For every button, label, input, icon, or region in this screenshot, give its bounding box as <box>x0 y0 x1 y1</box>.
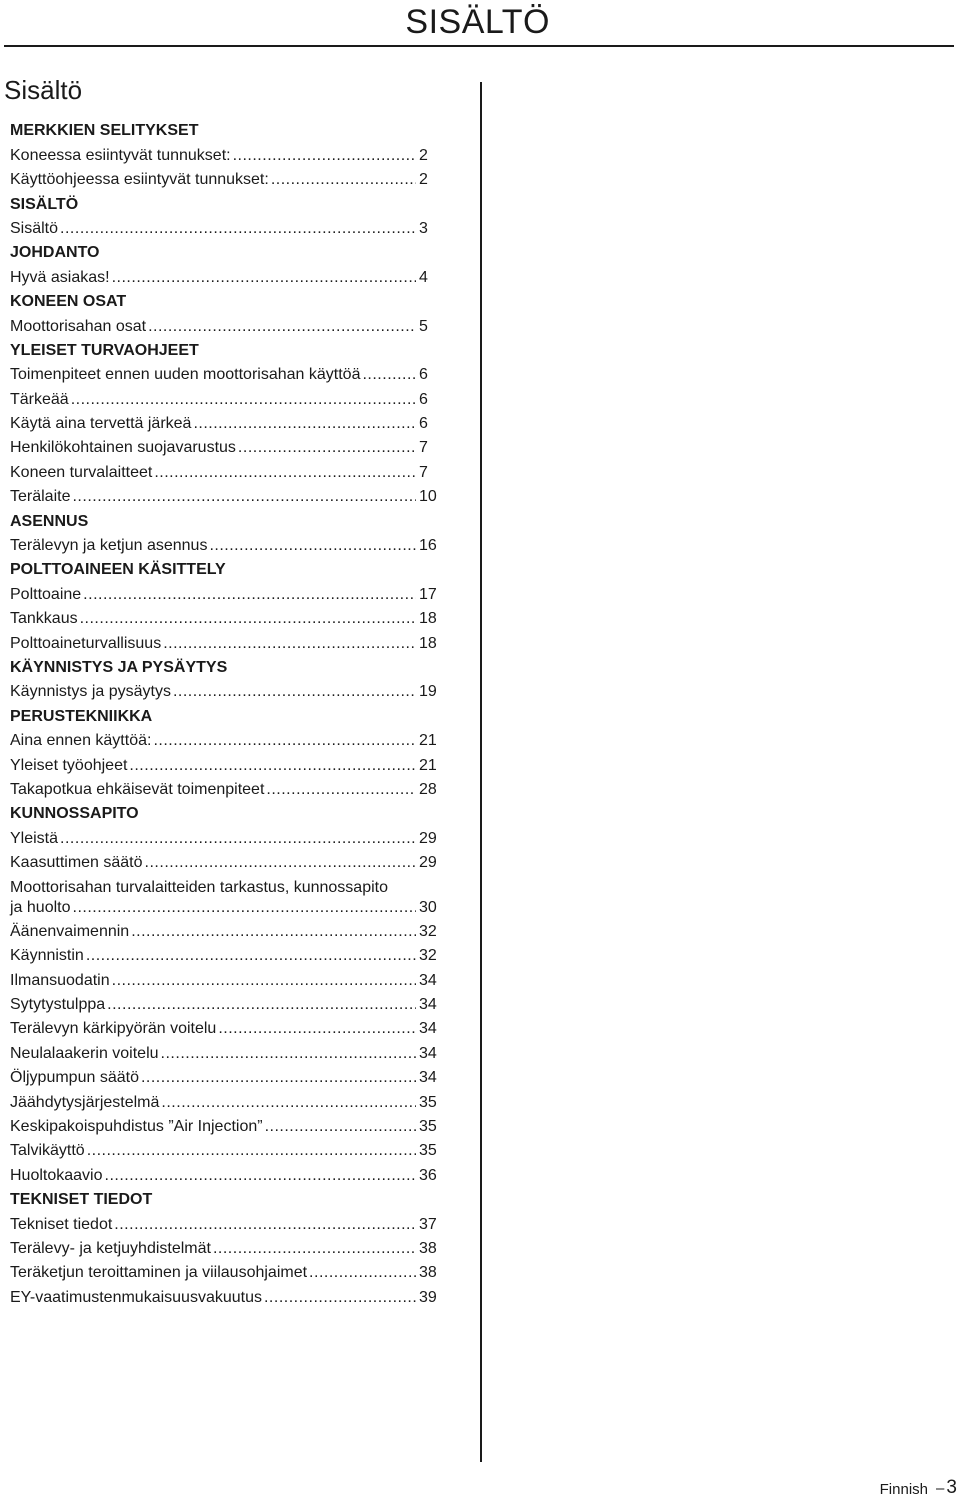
toc-entry[interactable] <box>10 458 455 482</box>
footer-separator: – <box>936 1480 945 1497</box>
column-divider <box>480 82 482 1462</box>
toc-section-label: SISÄLTÖ <box>10 195 79 213</box>
toc-entry[interactable] <box>10 678 455 702</box>
toc-entry[interactable] <box>10 776 455 800</box>
toc-entry[interactable] <box>10 1259 455 1283</box>
toc-entry-label: Terälaite <box>10 488 71 506</box>
toc-entry-label: Koneessa esiintyvät tunnukset: <box>10 146 231 164</box>
toc-dot-leader <box>159 1093 416 1113</box>
toc-entry[interactable] <box>10 1210 455 1234</box>
toc-section-heading <box>10 288 455 312</box>
toc-entry-label: Sisältö <box>10 219 59 237</box>
toc-page-number: 37 <box>419 1215 437 1233</box>
toc-entry[interactable] <box>10 1113 455 1137</box>
toc-dot-leader <box>216 1019 416 1039</box>
toc-page-number: 30 <box>419 898 437 916</box>
toc-entry-label: Käynnistys ja pysäytys <box>10 683 171 701</box>
toc-dot-leader <box>159 1044 416 1064</box>
toc-entry[interactable] <box>10 942 455 966</box>
toc-entry[interactable] <box>10 873 455 897</box>
toc-entry-label: Henkilökohtainen suojavarustus <box>10 439 236 457</box>
toc-entry[interactable] <box>10 1235 455 1259</box>
toc-section-label: ASENNUS <box>10 512 89 530</box>
toc-entry-label: Tärkeää <box>10 390 69 408</box>
toc-dot-leader <box>236 438 416 458</box>
toc-page-number: 28 <box>419 780 437 798</box>
toc-page-number: 6 <box>419 390 428 408</box>
toc-entry-label: Keskipakoispuhdistus ”Air Injection” <box>10 1118 263 1136</box>
toc-page-number: 38 <box>419 1239 437 1257</box>
toc-section-heading <box>10 117 455 141</box>
toc-entry-label: Polttoaineturvallisuus <box>10 634 162 652</box>
toc-entry[interactable] <box>10 605 455 629</box>
toc-section-label: POLTTOAINEEN KÄSITTELY <box>10 561 226 579</box>
toc-entry-label: Sytytystulppa <box>10 996 106 1014</box>
toc-entry[interactable] <box>10 166 455 190</box>
toc-section-heading <box>10 556 455 580</box>
toc-section-heading <box>10 702 455 726</box>
toc-page-number: 34 <box>419 996 437 1014</box>
header-title: SISÄLTÖ <box>405 3 550 41</box>
page-heading: Sisältö <box>4 75 83 105</box>
toc-entry[interactable] <box>10 361 455 385</box>
toc-entry-label: Tankkaus <box>10 610 78 628</box>
toc-page-number: 6 <box>419 366 428 384</box>
toc-dot-leader <box>263 1117 416 1137</box>
toc-dot-leader <box>207 536 416 556</box>
toc-dot-leader <box>139 1068 416 1088</box>
toc-page-number: 34 <box>419 971 437 989</box>
toc-entry[interactable] <box>10 141 455 165</box>
toc-entry-label-continued: ja huolto <box>10 898 71 916</box>
toc-entry[interactable] <box>10 918 455 942</box>
toc-page-number: 29 <box>419 854 437 872</box>
toc-dot-leader <box>110 268 416 288</box>
toc-page-number: 34 <box>419 1069 437 1087</box>
toc-entry[interactable] <box>10 1283 455 1307</box>
toc-dot-leader <box>81 585 416 605</box>
toc-entry-label: Yleiset työohjeet <box>10 756 128 774</box>
toc-entry-label: Terälevyn kärkipyörän voitelu <box>10 1020 217 1038</box>
toc-page-number: 7 <box>419 463 428 481</box>
toc-section-label: YLEISET TURVAOHJEET <box>10 341 199 359</box>
toc-entry-label: Yleistä <box>10 829 59 847</box>
toc-entry[interactable] <box>10 434 455 458</box>
toc-entry-label: Moottorisahan osat <box>10 317 147 335</box>
toc-dot-leader <box>143 853 416 873</box>
toc-entry-label: Moottorisahan turvalaitteiden tarkastus, kunnossapito <box>10 878 388 896</box>
toc-entry[interactable] <box>10 1039 455 1063</box>
toc-section-heading <box>10 239 455 263</box>
toc-dot-leader <box>360 365 416 385</box>
toc-section-label: KONEEN OSAT <box>10 293 127 311</box>
toc-dot-leader <box>58 219 416 239</box>
toc-dot-leader <box>146 317 416 337</box>
toc-dot-leader <box>269 170 416 190</box>
toc-entry-label: Kaasuttimen säätö <box>10 854 143 872</box>
toc-section-heading <box>10 190 455 214</box>
toc-dot-leader <box>112 1215 416 1235</box>
toc-page-number: 2 <box>419 146 428 164</box>
toc-dot-leader <box>307 1263 416 1283</box>
toc-dot-leader <box>152 463 416 483</box>
toc-page-number: 4 <box>419 268 428 286</box>
toc-entry[interactable] <box>10 1161 455 1185</box>
toc-page-number: 39 <box>419 1288 437 1306</box>
toc-section-heading <box>10 337 455 361</box>
toc-dot-leader <box>110 971 416 991</box>
toc-entry[interactable] <box>10 966 455 990</box>
toc-entry-label: Ilmansuodatin <box>10 971 110 989</box>
toc-entry[interactable] <box>10 312 455 336</box>
toc-entry[interactable] <box>10 263 455 287</box>
toc-dot-leader <box>262 1288 416 1308</box>
toc-section-label: MERKKIEN SELITYKSET <box>10 122 199 140</box>
toc-entry[interactable] <box>10 824 455 848</box>
toc-page-number: 35 <box>419 1142 437 1160</box>
toc-entry-label: Neulalaakerin voitelu <box>10 1044 159 1062</box>
toc-entry-label: Öljypumpun säätö <box>10 1069 139 1087</box>
toc-entry-label: Takapotkua ehkäisevät toimenpiteet <box>10 780 265 798</box>
toc-page-number: 35 <box>419 1118 437 1136</box>
toc-dot-leader <box>85 1141 416 1161</box>
toc-entry[interactable] <box>10 580 455 604</box>
toc-entry-label: Koneen turvalaitteet <box>10 463 153 481</box>
toc-entry-label: Aina ennen käyttöä: <box>10 732 152 750</box>
toc-entry[interactable] <box>10 483 455 507</box>
toc-page-number: 34 <box>419 1020 437 1038</box>
toc-section-heading <box>10 507 455 531</box>
toc-page-number: 34 <box>419 1044 437 1062</box>
toc-page-number: 3 <box>419 219 428 237</box>
toc-page-number: 17 <box>419 585 437 603</box>
footer-language: Finnish <box>879 1481 928 1498</box>
toc-entry-label: Polttoaine <box>10 585 82 603</box>
toc-dot-leader <box>161 634 416 654</box>
toc-dot-leader <box>211 1239 416 1259</box>
toc-dot-leader <box>151 731 416 751</box>
toc-page-number: 36 <box>419 1166 437 1184</box>
toc-entry-label: Huoltokaavio <box>10 1166 103 1184</box>
toc-entry[interactable] <box>10 1015 455 1039</box>
toc-entry-label: Terälevyn ja ketjun asennus <box>10 537 208 555</box>
toc-entry-label: Teräketjun teroittaminen ja viilausohjaimet <box>10 1264 308 1282</box>
toc-dot-leader <box>69 390 416 410</box>
toc-entry-label: Käynnistin <box>10 947 84 965</box>
toc-section-label: TEKNISET TIEDOT <box>10 1191 153 1209</box>
toc-page-number: 5 <box>419 317 428 335</box>
table-of-contents <box>10 117 455 1308</box>
toc-entry[interactable] <box>10 991 455 1015</box>
toc-dot-leader <box>127 756 416 776</box>
toc-page-number: 10 <box>419 488 437 506</box>
toc-entry-label: Hyvä asiakas! <box>10 268 110 286</box>
toc-section-label: KUNNOSSAPITO <box>10 805 139 823</box>
toc-entry-label: Talvikäyttö <box>10 1142 85 1160</box>
toc-entry[interactable] <box>10 385 455 409</box>
toc-dot-leader <box>84 946 416 966</box>
toc-entry[interactable] <box>10 751 455 775</box>
toc-entry-label: Käyttöohjeessa esiintyvät tunnukset: <box>10 171 269 189</box>
toc-entry-label: Äänenvaimennin <box>10 922 130 940</box>
toc-entry-label: EY-vaatimustenmukaisuusvakuutus <box>10 1288 262 1306</box>
toc-page-number: 19 <box>419 683 437 701</box>
toc-dot-leader <box>70 487 416 507</box>
toc-page-number: 35 <box>419 1093 437 1111</box>
toc-section-heading <box>10 800 455 824</box>
toc-page-number: 16 <box>419 537 437 555</box>
toc-section-heading <box>10 654 455 678</box>
toc-dot-leader <box>105 995 416 1015</box>
toc-entry-label: Jäähdytysjärjestelmä <box>10 1093 160 1111</box>
toc-section-label: JOHDANTO <box>10 244 100 262</box>
toc-dot-leader <box>78 609 416 629</box>
toc-entry[interactable] <box>10 849 455 873</box>
toc-entry-label: Käytä aina tervettä järkeä <box>10 415 192 433</box>
toc-section-heading <box>10 1186 455 1210</box>
toc-dot-leader <box>71 898 417 918</box>
toc-page-number: 21 <box>419 756 437 774</box>
footer-page-number: 3 <box>946 1477 957 1498</box>
toc-page-number: 38 <box>419 1264 437 1282</box>
header-rule <box>4 45 954 47</box>
toc-entry-continuation[interactable] <box>10 898 455 918</box>
toc-page-number: 2 <box>419 171 428 189</box>
toc-entry-label: Toimenpiteet ennen uuden moottorisahan käyttöä <box>10 366 361 384</box>
toc-dot-leader <box>191 414 416 434</box>
toc-entry[interactable] <box>10 1064 455 1088</box>
toc-page-number: 32 <box>419 947 437 965</box>
toc-entry-label: Terälevy- ja ketjuyhdistelmät <box>10 1239 211 1257</box>
toc-dot-leader <box>171 682 416 702</box>
toc-dot-leader <box>103 1166 417 1186</box>
toc-dot-leader <box>264 780 416 800</box>
toc-entry[interactable] <box>10 215 455 239</box>
toc-section-label: KÄYNNISTYS JA PYSÄYTYS <box>10 658 228 676</box>
toc-page-number: 32 <box>419 922 437 940</box>
toc-page-number: 21 <box>419 732 437 750</box>
toc-page-number: 18 <box>419 610 437 628</box>
toc-entry[interactable] <box>10 629 455 653</box>
toc-dot-leader <box>58 829 416 849</box>
toc-page-number: 7 <box>419 439 428 457</box>
toc-entry[interactable] <box>10 532 455 556</box>
toc-entry[interactable] <box>10 410 455 434</box>
toc-entry[interactable] <box>10 1137 455 1161</box>
toc-entry[interactable] <box>10 1088 455 1112</box>
toc-page-number: 6 <box>419 415 428 433</box>
toc-dot-leader <box>129 922 416 942</box>
toc-page-number: 29 <box>419 829 437 847</box>
toc-page-number: 18 <box>419 634 437 652</box>
toc-dot-leader <box>231 146 416 166</box>
toc-section-label: PERUSTEKNIIKKA <box>10 707 153 725</box>
toc-entry[interactable] <box>10 727 455 751</box>
toc-entry-label: Tekniset tiedot <box>10 1215 113 1233</box>
